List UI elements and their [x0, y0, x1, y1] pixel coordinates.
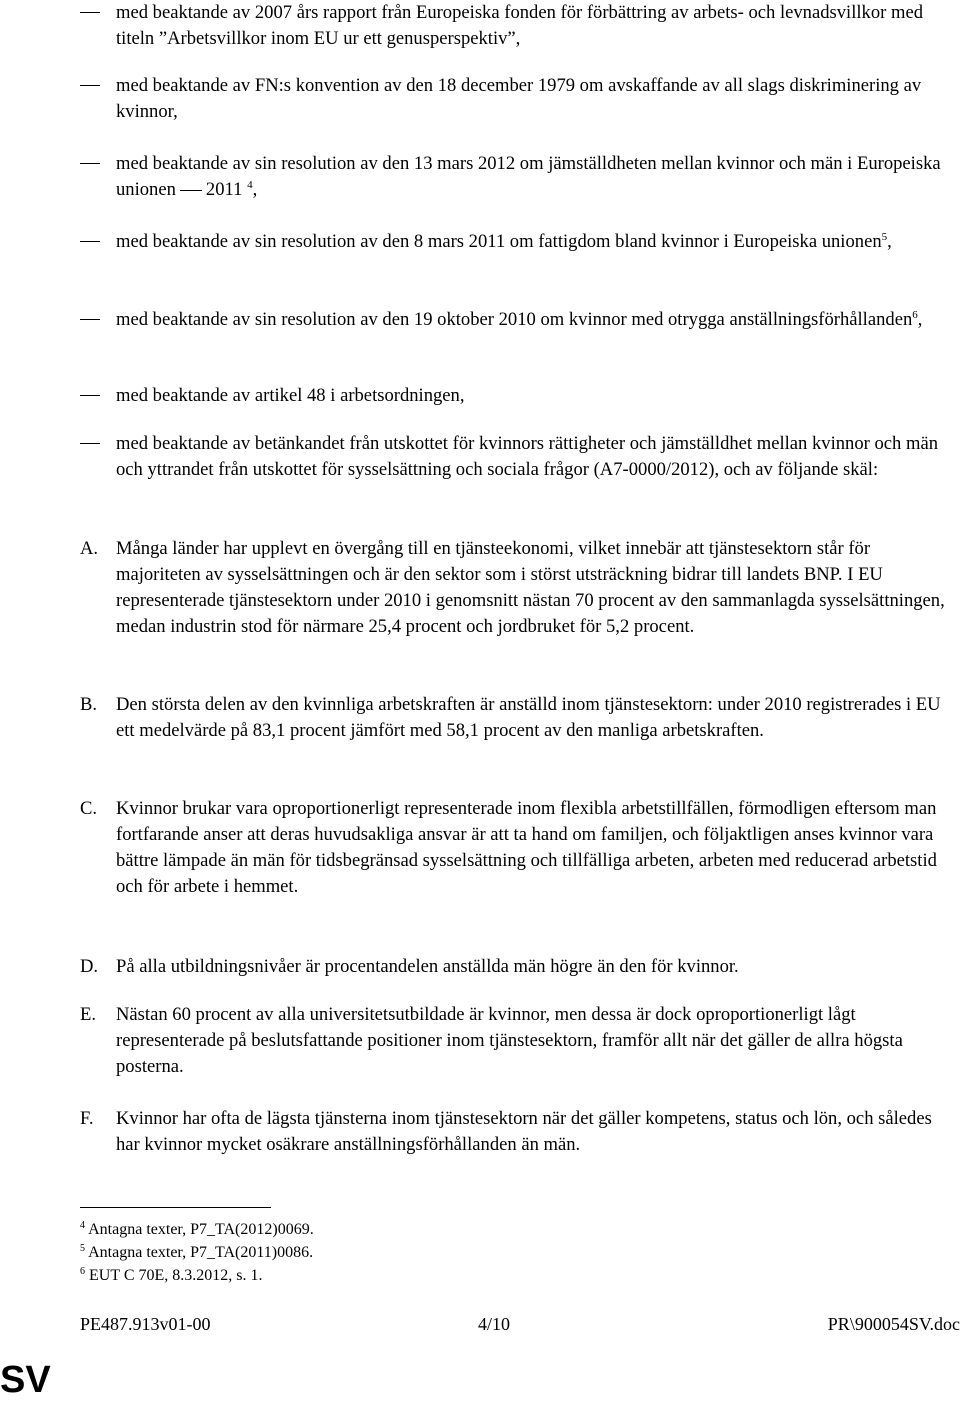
recital-letter: B.	[80, 694, 98, 715]
citation-text: med beaktande av sin resolution av den 13 mars 2012 om jämställdheten mellan kvinnor och män i Europeiska unionen 2011 $^4$,	[116, 153, 941, 200]
citation-text-part: med beaktande av sin resolution av den 19 oktober 2010 om kvinnor med otrygga anställningsförhållanden	[116, 309, 913, 330]
dash-marker	[80, 241, 100, 242]
footnote-number: 6	[80, 1266, 85, 1277]
footnote-text: EUT C 70E, 8.3.2012, s. 1.	[89, 1267, 263, 1284]
footnote	[80, 1265, 262, 1286]
footer-page-number: 4/10	[478, 1314, 511, 1334]
footer-doc-ref: PE487.913v01-00	[80, 1314, 211, 1334]
citation-text: med beaktande av artikel 48 i arbetsordningen,	[116, 385, 465, 406]
footer-file-name: PR\900054SV.doc	[827, 1314, 960, 1334]
recital-text: På alla utbildningsnivåer är procentandelen anställda män högre än den för kvinnor.	[116, 956, 739, 977]
footnote-ref[interactable]: 4	[247, 179, 253, 191]
recital-text: Kvinnor har ofta de lägsta tjänsterna inom tjänstesektorn när det gäller kompetens, status och lön, och således har kvinnor mycket osäkrare anställningsförhållanden än män.	[116, 1108, 932, 1155]
footnote-text: Antagna texter, P7_TA(2011)0086.	[88, 1244, 314, 1261]
recital-letter: A.	[80, 538, 99, 559]
dash-marker	[80, 163, 100, 164]
language-code: SV	[0, 1359, 51, 1401]
dash-marker	[80, 395, 100, 396]
citation-text-part: med beaktande av sin resolution av den 13 mars 2012 om jämställdheten mellan kvinnor och män i Europeiska unionen	[116, 153, 941, 200]
recital-letter: E.	[80, 1004, 97, 1025]
dash-marker	[180, 190, 202, 191]
recital-letter: D.	[80, 956, 99, 977]
recital-text: Nästan 60 procent av alla universitetsutbildade är kvinnor, men dessa är dock oproportionerligt lågt representerade på beslutsfattande positioner inom tjänstesektorn, framför allt när det gäller de allra högsta posterna.	[116, 1004, 903, 1077]
dash-marker	[80, 319, 100, 320]
footnote-number: 5	[80, 1243, 85, 1254]
citation-text: med beaktande av betänkandet från utskottet för kvinnors rättigheter och jämställdhet mellan kvinnor och män och yttrandet från utskottet för sysselsättning och sociala frågor (A7-0000/2012), och av följande skäl:	[116, 433, 938, 480]
dash-marker	[80, 12, 100, 13]
recital-text: Den största delen av den kvinnliga arbetskraften är anställd inom tjänstesektorn: under 2010 registrerades i EU ett medelvärde på 83,1 procent jämfört med 58,1 procent av den manliga arbetskraften.	[116, 694, 941, 741]
dash-marker	[80, 85, 100, 86]
recital-letter: F.	[80, 1108, 94, 1129]
citation-text: med beaktande av sin resolution av den 19 oktober 2010 om kvinnor med otrygga anställningsförhållanden$^6$,	[116, 309, 923, 330]
citation-text: med beaktande av sin resolution av den 8 mars 2011 om fattigdom bland kvinnor i Europeiska unionen$^5$,	[116, 231, 892, 252]
footnote	[80, 1242, 313, 1263]
recital-letter: C.	[80, 798, 98, 819]
footnote-number: 4	[80, 1220, 85, 1231]
citation-year: 2011	[205, 179, 243, 200]
citation-text-part: med beaktande av sin resolution av den 8 mars 2011 om fattigdom bland kvinnor i Europeiska unionen	[116, 231, 882, 252]
footnote	[80, 1219, 314, 1240]
recital-text: Många länder har upplevt en övergång till en tjänsteekonomi, vilket innebär att tjänstesektorn står för majoriteten av sysselsättningen och är den sektor som i störst utsträckning bidrar till landets BNP. I EU representerade tjänstesektorn under 2010 i genomsnitt nästan 70 procent av den sammanlagda sysselsättningen, medan industrin stod för närmare 25,4 procent och jordbruket för 5,2 procent.	[116, 538, 945, 637]
citation-text: med beaktande av 2007 års rapport från Europeiska fonden för förbättring av arbets- och levnadsvillkor med titeln ”Arbetsvillkor inom EU ur ett genusperspektiv”,	[116, 2, 923, 49]
recital-text: Kvinnor brukar vara oproportionerligt representerade inom flexibla arbetstillfällen, förmodligen eftersom man fortfarande anser att deras huvudsakliga ansvar är att ta hand om familjen, och följaktligen anses kvinnor vara bättre lämpade än män för tidsbegränsad sysselsättning och tillfälliga arbeten, arbeten med reducerad arbetstid och för arbete i hemmet.	[116, 798, 937, 897]
dash-marker	[80, 443, 100, 444]
citation-text: med beaktande av FN:s konvention av den 18 december 1979 om avskaffande av all slags diskriminering av kvinnor,	[116, 75, 922, 122]
footnote-ref[interactable]: 5	[881, 231, 888, 243]
footnote-separator	[80, 1207, 271, 1208]
footnote-ref[interactable]: 6	[912, 309, 918, 321]
footnote-text: Antagna texter, P7_TA(2012)0069.	[88, 1221, 314, 1238]
